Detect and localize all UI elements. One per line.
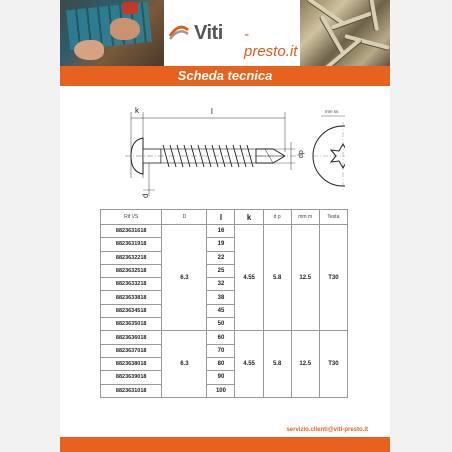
col-mm-header: mm m [291, 210, 319, 225]
logo-word-main: Viti [194, 22, 223, 44]
col-d-header: D [162, 210, 207, 225]
group2-d: 6.3 [162, 331, 207, 397]
group1-d: 6.3 [162, 225, 207, 331]
col-testa-header: Testa [319, 210, 347, 225]
col-dp-header: d p [263, 210, 291, 225]
table-row: 8823636018 6.3 60 4.55 5.8 12.5 T30 [101, 331, 348, 344]
head-size-label: mm ss [325, 109, 339, 114]
workbench-photo [60, 0, 164, 66]
table-row: 8823633218 32 [101, 278, 348, 291]
tech-sheet [60, 0, 390, 452]
table-row: 8823639018 90 [101, 371, 348, 384]
dim-l-label: l [211, 107, 213, 116]
table-row: 8823632218 22 [101, 251, 348, 264]
col-ref-header: Rif VS [101, 210, 162, 225]
group2-testa: T30 [319, 331, 347, 397]
group1-dp: 5.8 [263, 225, 291, 331]
table-row: 8823631918 19 [101, 238, 348, 251]
table-row: 8823632518 25 [101, 264, 348, 277]
table-row: 8823637018 70 [101, 344, 348, 357]
table-row: 8823631018 100 [101, 384, 348, 397]
specs-table [100, 209, 348, 398]
group2-dp: 5.8 [263, 331, 291, 397]
group2-mm: 12.5 [291, 331, 319, 397]
footer-email-link[interactable]: servizio.clienti@viti-presto.it [286, 427, 368, 433]
page-title: Scheda tecnica [177, 68, 273, 83]
title-band [60, 66, 390, 86]
logo-swoosh-icon [168, 20, 190, 42]
table-row: 8823631618 6.3 16 4.55 5.8 12.5 T30 [101, 225, 348, 238]
col-k-header: k [235, 210, 263, 225]
screws-photo [300, 0, 390, 66]
header [60, 0, 390, 66]
footer-band [60, 437, 390, 452]
group1-mm: 12.5 [291, 225, 319, 331]
group2-k: 4.55 [235, 331, 263, 397]
table-row: 8823633818 38 [101, 291, 348, 304]
group1-k: 4.55 [235, 225, 263, 331]
group1-testa: T30 [319, 225, 347, 331]
col-l-header: l [207, 210, 235, 225]
table-row: 8823634518 45 [101, 304, 348, 317]
dim-d-label: d [141, 193, 150, 198]
brand-logo[interactable] [168, 18, 300, 60]
table-row: 8823635018 50 [101, 318, 348, 331]
dim-k-label: k [135, 106, 139, 115]
table-header-row [101, 210, 348, 225]
logo-word-suffix: -presto.it [244, 26, 298, 60]
screw-technical-drawing [115, 100, 345, 210]
table-row: 8823638018 80 [101, 357, 348, 370]
dim-dp-label: dp [298, 150, 305, 158]
